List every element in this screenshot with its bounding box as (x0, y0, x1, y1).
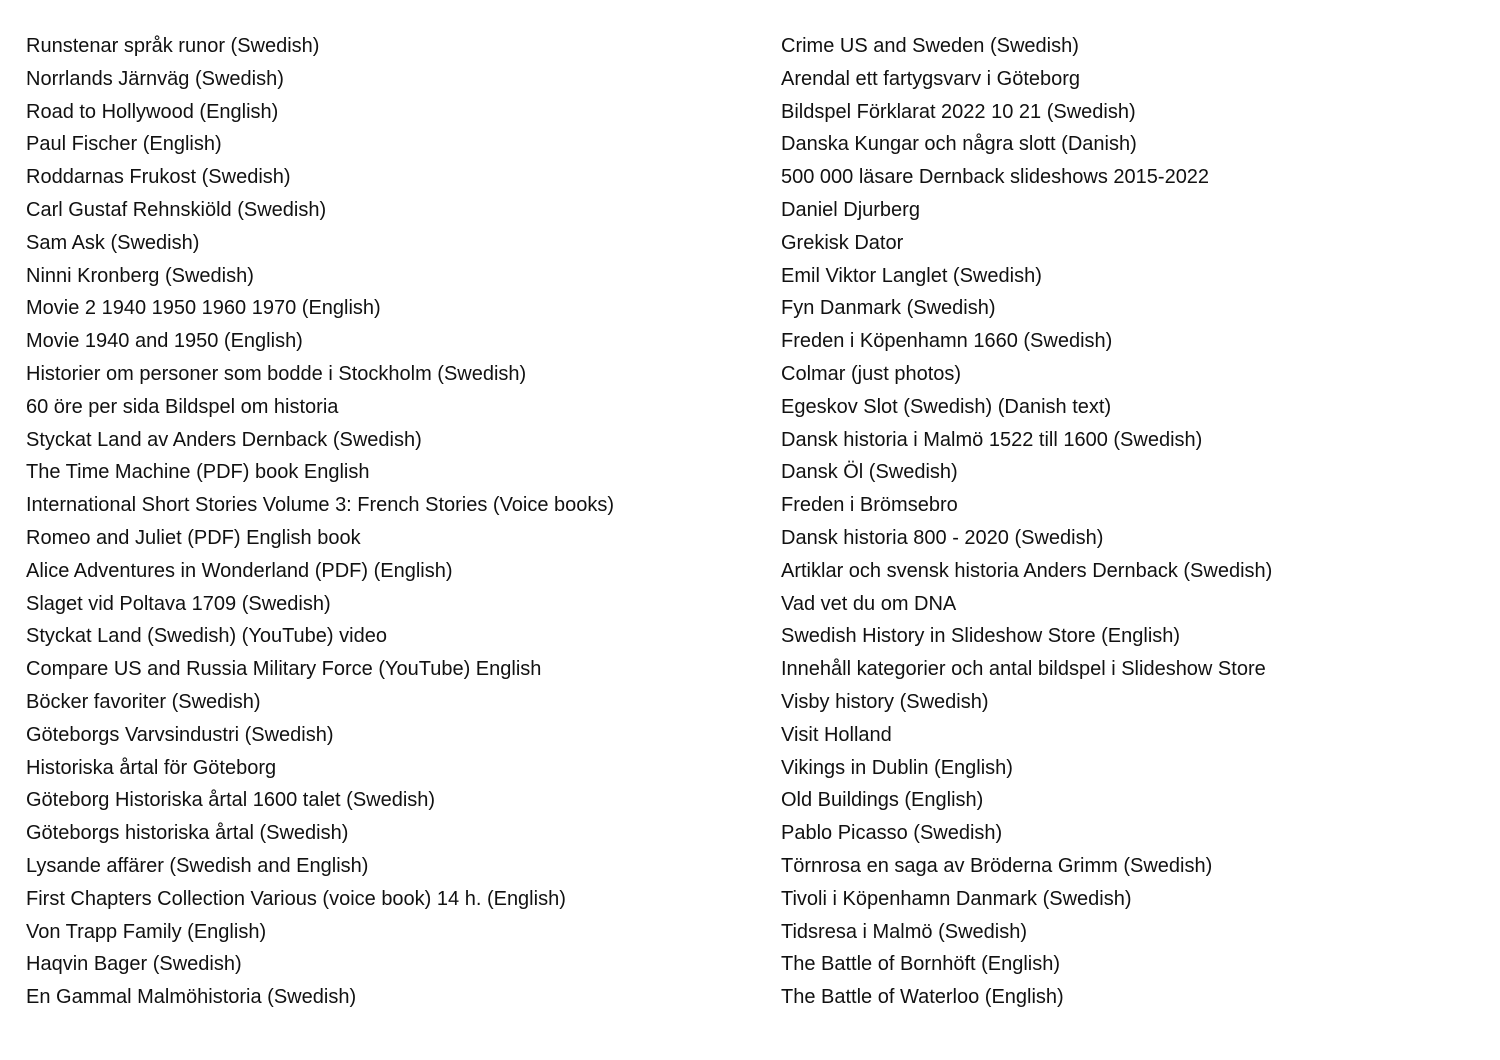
list-item[interactable]: Freden i Köpenhamn 1660 (Swedish) (781, 330, 1113, 353)
list-item[interactable]: En Gammal Malmöhistoria (Swedish) (26, 986, 357, 1009)
list-item[interactable]: International Short Stories Volume 3: French Stories (Voice books) (26, 494, 615, 517)
list-item[interactable]: The Battle of Bornhöft (English) (781, 953, 1061, 976)
list-item[interactable]: Böcker favoriter (Swedish) (26, 690, 261, 713)
list-item[interactable]: Göteborg Historiska årtal 1600 talet (Swedish) (26, 789, 436, 812)
list-item[interactable]: Artiklar och svensk historia Anders Dernback (Swedish) (781, 559, 1273, 582)
list-item[interactable]: Romeo and Juliet (PDF) English book (26, 526, 361, 549)
list-item[interactable]: First Chapters Collection Various (voice book) 14 h. (English) (26, 887, 566, 910)
list-item[interactable]: Visit Holland (781, 723, 892, 746)
list-item[interactable]: Emil Viktor Langlet (Swedish) (781, 264, 1042, 287)
list-item[interactable]: Styckat Land (Swedish) (YouTube) video (26, 625, 387, 648)
list-item[interactable]: Carl Gustaf Rehnskiöld (Swedish) (26, 198, 327, 221)
list-item[interactable]: Törnrosa en saga av Bröderna Grimm (Swedish) (781, 854, 1213, 877)
list-item[interactable]: Runstenar språk runor (Swedish) (26, 35, 320, 57)
list-item[interactable]: Compare US and Russia Military Force (YouTube) English (26, 658, 542, 681)
list-item[interactable]: Dansk Öl (Swedish) (781, 461, 958, 484)
list-item[interactable]: Vad vet du om DNA (781, 592, 957, 615)
list-item[interactable]: Slaget vid Poltava 1709 (Swedish) (26, 592, 331, 615)
list-item[interactable]: Fyn Danmark (Swedish) (781, 297, 996, 320)
list-item[interactable]: Swedish History in Slideshow Store (English) (781, 625, 1181, 648)
list-item[interactable]: Bildspel Förklarat 2022 10 21 (Swedish) (781, 100, 1136, 123)
list-item[interactable]: Daniel Djurberg (781, 198, 920, 221)
list-item[interactable]: Movie 2 1940 1950 1960 1970 (English) (26, 297, 381, 320)
list-item[interactable]: Crime US and Sweden (Swedish) (781, 35, 1079, 57)
right-title-list (781, 30, 1481, 1014)
list-item[interactable]: Arendal ett fartygsvarv i Göteborg (781, 67, 1081, 90)
list-item[interactable]: Haqvin Bager (Swedish) (26, 953, 242, 976)
list-item[interactable]: Alice Adventures in Wonderland (PDF) (English) (26, 559, 453, 582)
list-item[interactable]: Tivoli i Köpenhamn Danmark (Swedish) (781, 887, 1132, 910)
list-item[interactable]: Movie 1940 and 1950 (English) (26, 330, 303, 353)
list-item[interactable]: Historiska årtal för Göteborg (26, 756, 277, 779)
list-item[interactable]: Göteborgs Varvsindustri (Swedish) (26, 723, 334, 746)
list-item[interactable]: Old Buildings (English) (781, 789, 984, 812)
left-title-list (26, 30, 746, 1014)
list-item[interactable]: Paul Fischer (English) (26, 133, 222, 156)
list-item[interactable]: Freden i Brömsebro (781, 494, 958, 517)
list-item[interactable]: Ninni Kronberg (Swedish) (26, 264, 254, 287)
list-item[interactable]: 500 000 läsare Dernback slideshows 2015-2022 (781, 166, 1210, 189)
list-item[interactable]: Dansk historia i Malmö 1522 till 1600 (Swedish) (781, 428, 1203, 451)
list-item[interactable]: Dansk historia 800 - 2020 (Swedish) (781, 526, 1104, 549)
list-item[interactable]: Styckat Land av Anders Dernback (Swedish) (26, 428, 422, 451)
list-item[interactable]: Vikings in Dublin (English) (781, 756, 1013, 779)
list-item[interactable]: Egeskov Slot (Swedish) (Danish text) (781, 395, 1112, 418)
list-item[interactable]: Grekisk Dator (781, 231, 904, 254)
list-item[interactable]: Roddarnas Frukost (Swedish) (26, 166, 291, 189)
list-item[interactable]: Historier om personer som bodde i Stockholm (Swedish) (26, 362, 527, 385)
list-item[interactable]: Road to Hollywood (English) (26, 100, 279, 123)
list-item[interactable]: Von Trapp Family (English) (26, 920, 267, 943)
list-item[interactable]: Göteborgs historiska årtal (Swedish) (26, 822, 349, 845)
list-item[interactable]: Norrlands Järnväg (Swedish) (26, 67, 284, 90)
list-item[interactable]: Colmar (just photos) (781, 362, 962, 385)
list-item[interactable]: Pablo Picasso (Swedish) (781, 822, 1003, 845)
list-item[interactable]: 60 öre per sida Bildspel om historia (26, 395, 339, 418)
list-item[interactable]: Tidsresa i Malmö (Swedish) (781, 920, 1027, 943)
list-item[interactable]: Danska Kungar och några slott (Danish) (781, 133, 1137, 156)
list-item[interactable]: Visby history (Swedish) (781, 690, 989, 713)
list-item[interactable]: Lysande affärer (Swedish and English) (26, 854, 369, 877)
list-item[interactable]: Innehåll kategorier och antal bildspel i Slideshow Store (781, 658, 1266, 681)
list-item[interactable]: The Time Machine (PDF) book English (26, 461, 370, 484)
list-item[interactable]: The Battle of Waterloo (English) (781, 986, 1064, 1009)
list-item[interactable]: Sam Ask (Swedish) (26, 231, 200, 254)
